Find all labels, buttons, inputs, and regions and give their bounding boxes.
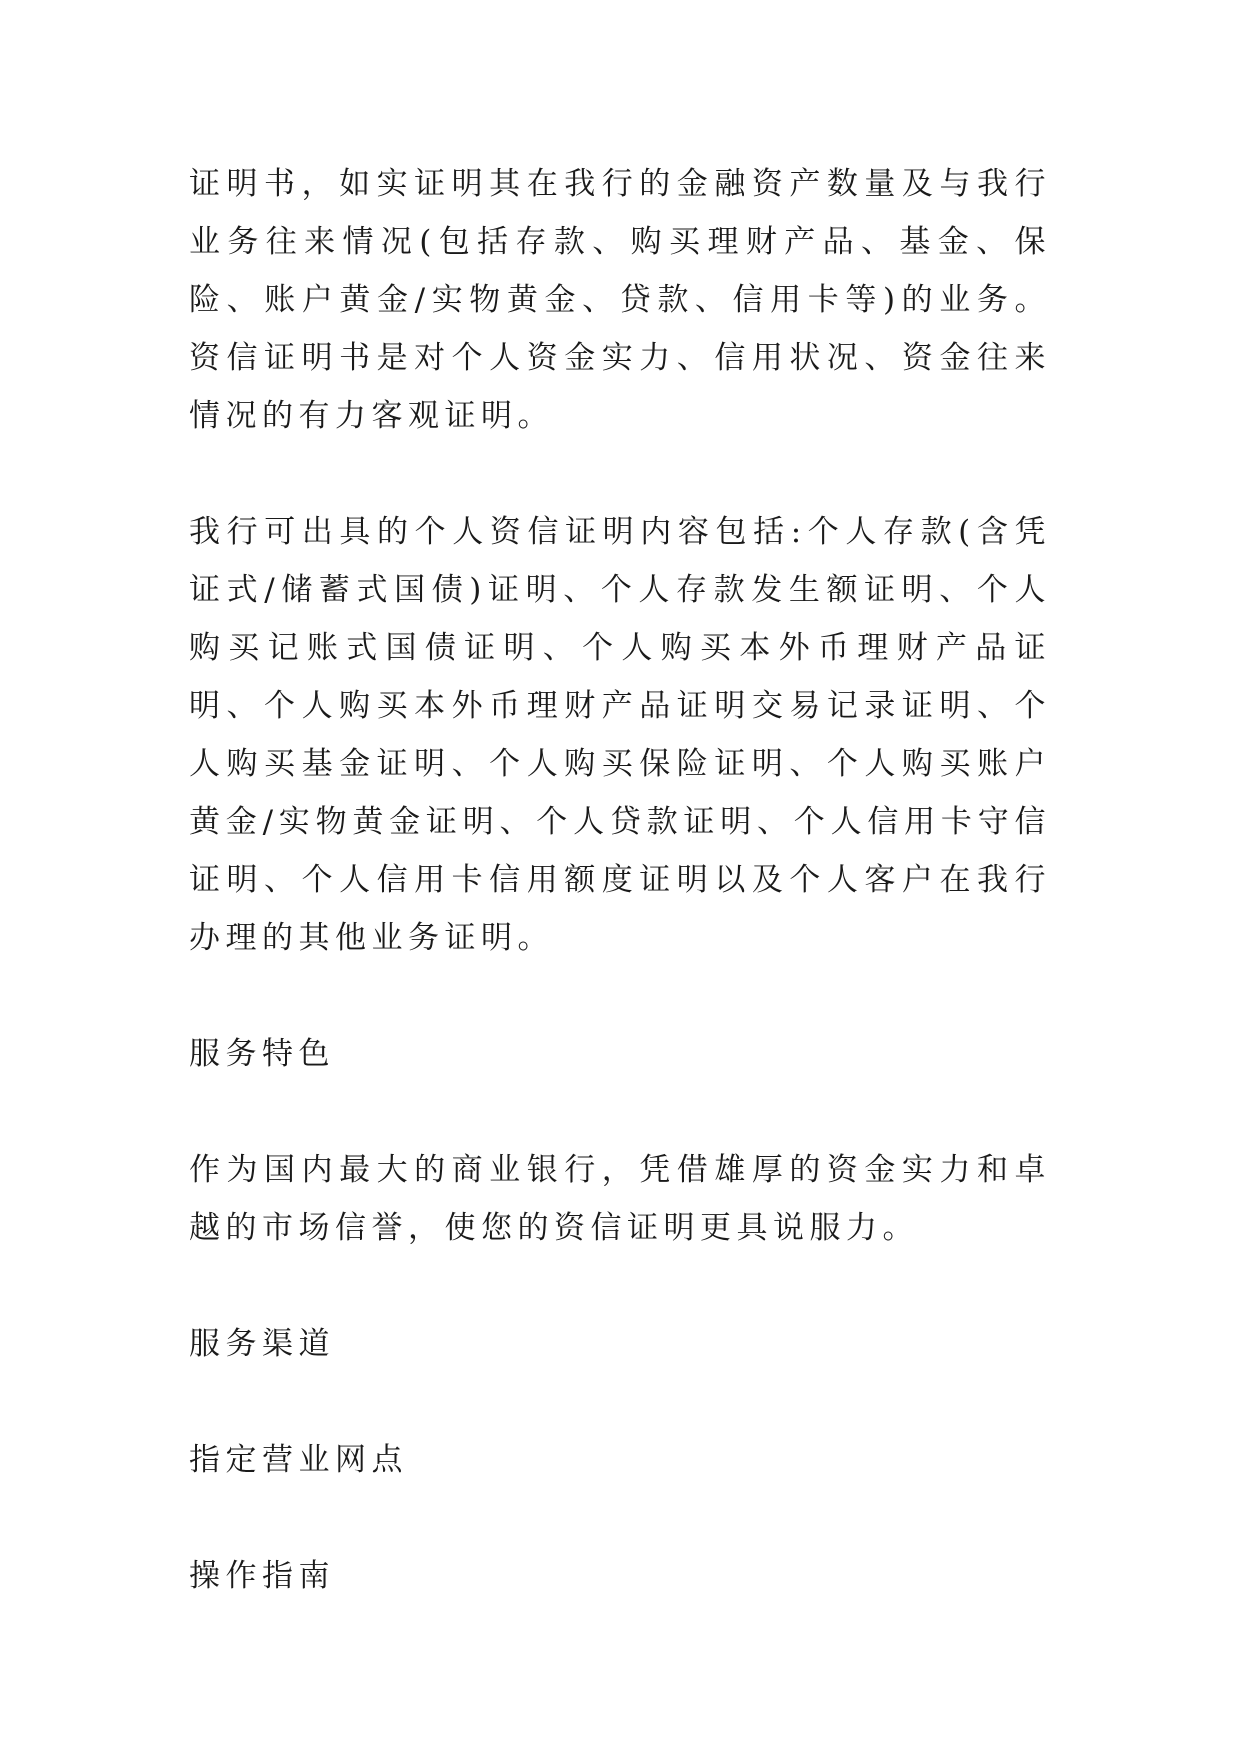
paragraph-spacer [189, 1489, 1051, 1547]
paragraph-spacer [189, 1257, 1051, 1315]
guide-heading: 操作指南 [189, 1558, 335, 1594]
paragraph-spacer [189, 445, 1051, 503]
paragraph-spacer [189, 1083, 1051, 1141]
features-paragraph: 作为国内最大的商业银行，凭借雄厚的资金实力和卓越的市场信誉，使您的资信证明更具说服力。 [189, 1152, 1051, 1246]
intro-paragraph: 证明书，如实证明其在我行的金融资产数量及与我行业务往来情况(包括存款、购买理财产品、基金、保险、账户黄金/实物黄金、贷款、信用卡等)的业务。资信证明书是对个人资金实力、信用状况、资金往来情况的有力客观证明。 [189, 166, 1051, 434]
paragraph-spacer [189, 967, 1051, 1025]
features-heading: 服务特色 [189, 1036, 335, 1072]
paragraph-spacer [189, 1373, 1051, 1431]
channels-paragraph: 指定营业网点 [189, 1442, 408, 1478]
document-body [189, 155, 1051, 1605]
scope-paragraph: 我行可出具的个人资信证明内容包括:个人存款(含凭证式/储蓄式国债)证明、个人存款发生额证明、个人购买记账式国债证明、个人购买本外币理财产品证明、个人购买本外币理财产品证明交易记录证明、个人购买基金证明、个人购买保险证明、个人购买账户黄金/实物黄金证明、个人贷款证明、个人信用卡守信证明、个人信用卡信用额度证明以及个人客户在我行办理的其他业务证明。 [189, 514, 1051, 956]
channels-heading: 服务渠道 [189, 1326, 335, 1362]
